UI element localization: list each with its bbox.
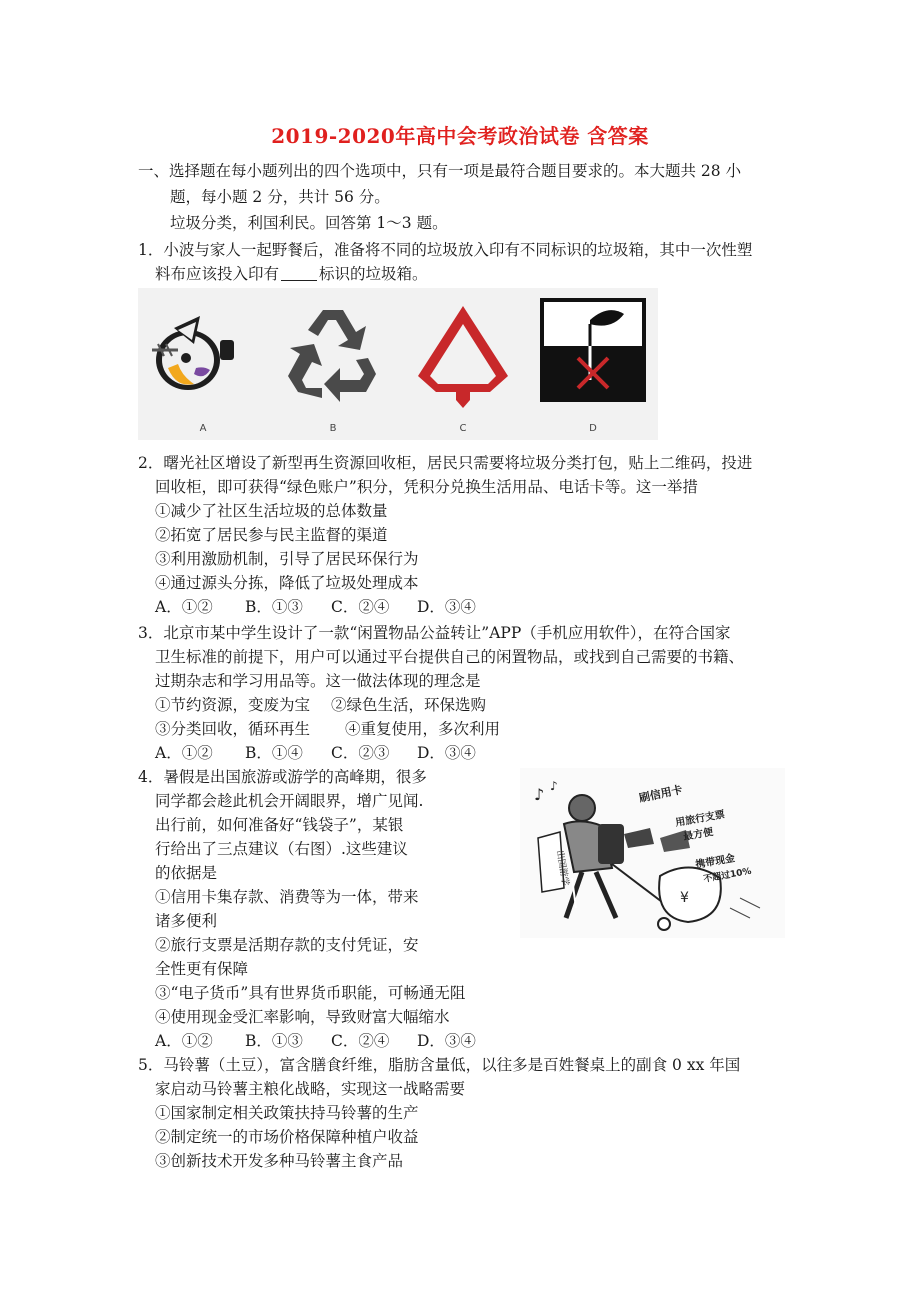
q3-option-d[interactable]: D．③④ [417,744,476,762]
cartoon-carry-cash: 携带现金 [694,853,736,871]
traveler-illustration [520,768,785,938]
q2-item-3: ③利用激励机制，引导了居民环保行为 [155,550,419,568]
q4-item-1-cont: 诸多便利 [155,912,218,930]
panel-a [138,288,268,440]
q2-option-d[interactable]: D．③④ [417,598,476,616]
q3-option-b[interactable]: B．①④ [245,744,303,762]
svg-text:¥: ¥ [680,890,689,906]
q3-text-cont2: 过期杂志和学习用品等。这一做法体现的理念是 [155,672,481,690]
panel-b [268,288,398,440]
section-instructions-cont: 题，每小题 2 分，共计 56 分。 [170,188,390,206]
q2-text-cont: 回收柜，即可获得“绿色账户”积分，凭积分兑换生活用品、电话卡等。这一举措 [155,478,698,496]
option-d-label: D [589,423,597,434]
q1-text-a: 料布应该投入印有 [155,265,280,283]
q4-text-5: 的依据是 [155,864,218,882]
option-c-label: C [459,423,467,434]
svg-text:♪: ♪ [534,785,545,804]
page-title: 2019-2020年高中会考政治试卷 含答案 [271,124,649,148]
q1-text-cont [155,263,428,285]
q3-options [155,742,476,764]
q1-text: 1．小波与家人一起野餐后，准备将不同的垃圾放入印有不同标识的垃圾箱，其中一次性塑 [138,241,753,259]
q4-item-4: ④使用现金受汇率影响，导致财富大幅缩水 [155,1008,450,1026]
q3-option-a[interactable]: A．①② [155,744,213,762]
q5-text-cont: 家启动马铃薯主粮化战略，实现这一战略需要 [155,1080,466,1098]
recyclable-mark-icon [398,288,528,418]
q5-text: 5．马铃薯（土豆），富含膳食纤维，脂肪含量低，以往多是百姓餐桌上的副食 0 xx 年国 [138,1056,741,1074]
q2-item-1: ①减少了社区生活垃圾的总体数量 [155,502,388,520]
q3-text-cont: 卫生标准的前提下，用户可以通过平台提供自己的闲置物品，或找到自己需要的书籍、 [155,648,745,666]
q2-option-c[interactable]: C．②④ [331,598,390,616]
q2-item-4: ④通过源头分拣，降低了垃圾处理成本 [155,574,419,592]
q4-option-b[interactable]: B．①③ [245,1032,303,1050]
q4-options [155,1030,476,1052]
q4-item-2-cont: 全性更有保障 [155,960,249,978]
q3-item-3: ③分类回收，循环再生 [155,720,311,738]
q4-item-2: ②旅行支票是活期存款的支付凭证，安 [155,936,419,954]
q4-text-4: 行给出了三点建议（右图）.这些建议 [155,840,408,858]
cartoon-travel-check: 用旅行支票 [674,809,726,829]
food-waste-icon [138,288,268,418]
q4-text-2: 同学都会趁此机会开阔眼界，增广见闻. [155,792,424,810]
q5-item-2: ②制定统一的市场价格保障种植户收益 [155,1128,419,1146]
q5-item-1: ①国家制定相关政策扶持马铃薯的生产 [155,1104,419,1122]
recycling-symbols-figure [138,288,658,440]
q4-item-1: ①信用卡集存款、消费等为一体，带来 [155,888,419,906]
cartoon-limit: 不超过10% [702,866,753,885]
option-a-label: A [199,423,207,434]
section-instructions: 一、选择题在每小题列出的四个选项中，只有一项是最符合题目要求的。本大题共 28 小 [138,162,742,180]
q3-item-4: ④重复使用，多次利用 [345,720,501,738]
q4-option-c[interactable]: C．②④ [331,1032,390,1050]
q4-option-d[interactable]: D．③④ [417,1032,476,1050]
answer-blank [281,264,317,281]
q3-items-row1 [155,694,486,716]
non-degradable-icon [528,288,658,418]
q4-item-3: ③“电子货币”具有世界货币职能，可畅通无阻 [155,984,466,1002]
q3-text: 3．北京市某中学生设计了一款“闲置物品公益转让”APP（手机应用软件），在符合国家 [138,624,731,642]
q2-text: 2．曙光社区增设了新型再生资源回收柜，居民只需要将垃圾分类打包，贴上二维码，投进 [138,454,753,472]
panel-d [528,288,658,440]
q4-text-3: 出行前，如何准备好“钱袋子”，某银 [155,816,404,834]
q1-text-b: 标识的垃圾箱。 [319,265,428,283]
option-b-label: B [329,423,337,434]
panel-c [398,288,528,440]
q3-item-1: ①节约资源，变废为宝 [155,696,311,714]
q2-item-2: ②拓宽了居民参与民主监督的渠道 [155,526,388,544]
q2-option-b[interactable]: B．①③ [245,598,303,616]
q4-option-a[interactable]: A．①② [155,1032,213,1050]
q5-item-3: ③创新技术开发多种马铃薯主食产品 [155,1152,404,1170]
q3-items-row2 [155,718,500,740]
q4-text-1: 4．暑假是出国旅游或游学的高峰期，很多 [138,768,427,786]
cartoon-most-convenient: 最方便 [682,826,715,843]
q2-option-a[interactable]: A．①② [155,598,213,616]
cartoon-credit-card: 刷信用卡 [637,783,684,805]
q3-item-2: ②绿色生活，环保选购 [331,696,487,714]
topic-intro: 垃圾分类，利国利民。回答第 1～3 题。 [170,214,448,232]
cartoon-study-tour: 出国游学 [553,849,570,887]
travel-money-cartoon [520,768,785,938]
q2-options [155,596,476,618]
q3-option-c[interactable]: C．②③ [331,744,390,762]
recycle-icon [268,288,398,418]
svg-text:♪: ♪ [550,779,558,793]
